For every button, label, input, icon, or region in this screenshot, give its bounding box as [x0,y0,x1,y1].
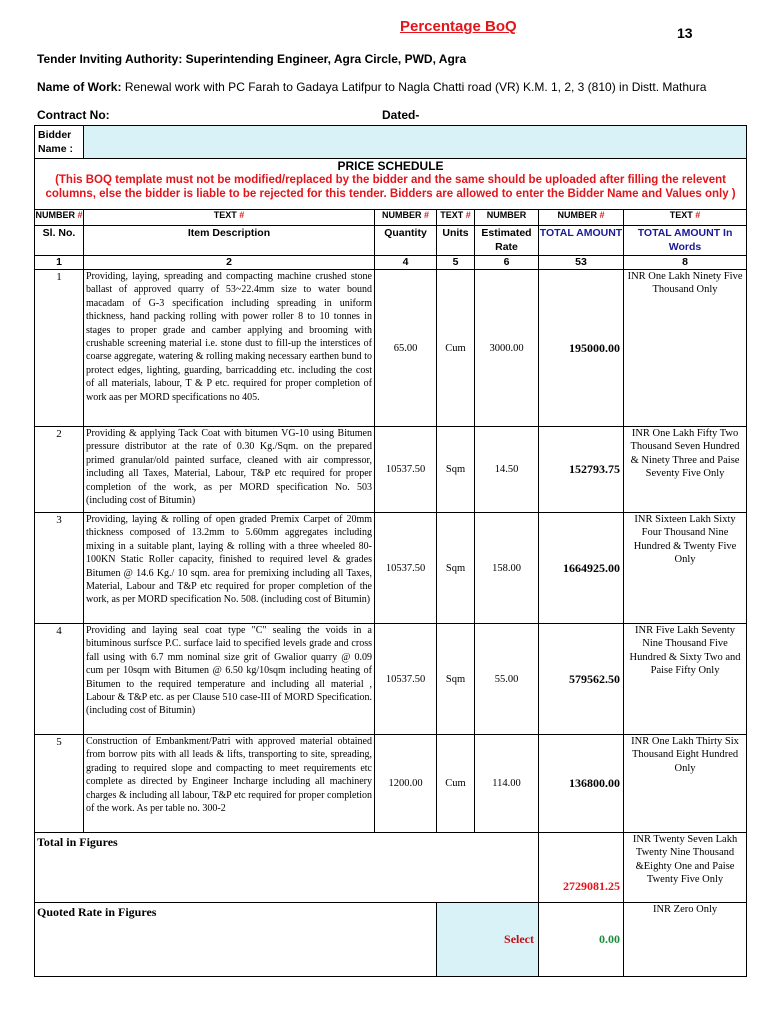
colnum-sl: 1 [35,256,84,270]
col-sl-no: Sl. No. [35,226,84,256]
column-type-row [35,210,747,226]
item-sl: 3 [35,513,84,624]
table-row [35,735,747,833]
colnum-rate: 6 [475,256,539,270]
col-units: Units [437,226,475,256]
colnum-qty: 4 [375,256,437,270]
item-amount-words: INR One Lakh Thirty Six Thousand Eight Hundred Only [624,735,747,833]
page-title: Percentage BoQ [400,18,517,35]
type-sl: NUMBER # [35,210,84,226]
table-row [35,427,747,513]
item-description: Providing, laying & rolling of open graded Premix Carpet of 20mm thickness composed of 13.2mm to 5.60mm aggregates including mixing in a suitable plant, laying & rolling with a three wheeled 80-100KN Static Roller capacity, finished to required level & grades Bitumen @ 14.6 Kg./ 10 sqm. area for premixing including all Taxes, Material, Labour and T&P etc required for proper completion of the work, as per MORD specification No. 508. (including cost of Bitumin) [84,513,375,624]
type-words: TEXT # [624,210,747,226]
col-amount-in-words: TOTAL AMOUNT In Words [624,226,747,256]
item-amount-words: INR One Lakh Ninety Five Thousand Only [624,270,747,427]
col-estimated-rate: Estimated Rate [475,226,539,256]
item-quantity: 10537.50 [375,513,437,624]
col-item-description: Item Description [84,226,375,256]
item-description: Providing & applying Tack Coat with bitumen VG-10 using Bitumen pressure distributor at the rate of 0.30 Kg./Sqm. on the prepared primed granular/old painted surface, cleaned with air compressor, including all Taxes, Material, Labour, T&P etc required for proper completion of the work, as per MORD specification No. 503 (including cost of Bitumin) [84,427,375,513]
item-quantity: 10537.50 [375,624,437,735]
item-sl: 4 [35,624,84,735]
price-schedule-header [35,159,747,210]
quoted-amount-words: INR Zero Only [624,903,747,977]
column-name-row [35,226,747,256]
item-description: Construction of Embankment/Patri with approved material obtained from borrow pits with all leads & lifts, transporting to site, spreading, grading to required slope and compacting to meet requirements etc complete as directed by Engineer Incharge including all machinery charges & including all labour, T&P etc required for proper completion of the work. As per table no. 300-2 [84,735,375,833]
dated-label: Dated- [382,108,420,122]
item-sl: 1 [35,270,84,427]
quoted-amount: 0.00 [539,903,624,977]
colnum-amount: 53 [539,256,624,270]
item-units: Cum [437,270,475,427]
col-total-amount: TOTAL AMOUNT [539,226,624,256]
item-quantity: 10537.50 [375,427,437,513]
name-of-work [37,80,706,94]
item-rate: 14.50 [475,427,539,513]
total-row [35,833,747,903]
tender-authority: Tender Inviting Authority: Superintending Engineer, Agra Circle, PWD, Agra [37,52,467,66]
bidder-name-input[interactable] [84,126,747,159]
total-amount-words: INR Twenty Seven Lakh Twenty Nine Thousand &Eighty One and Paise Twenty Five Only [624,833,747,903]
total-in-figures-label: Total in Figures [35,833,539,903]
item-units: Sqm [437,624,475,735]
type-units: TEXT # [437,210,475,226]
item-rate: 55.00 [475,624,539,735]
col-quantity: Quantity [375,226,437,256]
item-rate: 158.00 [475,513,539,624]
work-label: Name of Work: [37,80,122,94]
table-row [35,624,747,735]
type-qty: NUMBER # [375,210,437,226]
item-quantity: 1200.00 [375,735,437,833]
item-quantity: 65.00 [375,270,437,427]
contract-no-label: Contract No: [37,108,110,122]
item-rate: 114.00 [475,735,539,833]
colnum-words: 8 [624,256,747,270]
page-number: 13 [677,25,693,41]
item-units: Sqm [437,513,475,624]
template-warning-note: (This BOQ template must not be modified/replaced by the bidder and the same should be uploaded after filling the relevent columns, else the bidder is liable to be rejected for this tender. Bidders are allowed to enter the Bidder Name and Values only ) [45,174,736,200]
item-rate: 3000.00 [475,270,539,427]
item-amount: 579562.50 [539,624,624,735]
item-amount: 152793.75 [539,427,624,513]
item-units: Cum [437,735,475,833]
colnum-desc: 2 [84,256,375,270]
item-units: Sqm [437,427,475,513]
quoted-row [35,903,747,977]
item-amount: 136800.00 [539,735,624,833]
item-sl: 5 [35,735,84,833]
item-sl: 2 [35,427,84,513]
boq-table [34,125,747,977]
item-amount: 1664925.00 [539,513,624,624]
item-amount-words: INR Sixteen Lakh Sixty Four Thousand Nine Hundred & Twenty Five Only [624,513,747,624]
bidder-name-label: Bidder Name : [35,126,84,159]
type-rate: NUMBER [475,210,539,226]
item-amount: 195000.00 [539,270,624,427]
column-number-row [35,256,747,270]
item-amount-words: INR One Lakh Fifty Two Thousand Seven Hundred & Ninety Three and Paise Seventy Five Only [624,427,747,513]
type-amount: NUMBER # [539,210,624,226]
item-description: Providing and laying seal coat type "C" sealing the voids in a bituminous surfsce P.C. surface laid to specified levels grade and cross fall using with 6.7 mm nominal size grit of Gwalior quarry @ 0.09 cum per 10sqm with Bitumen @ 6.50 kg/10sqm including heating of Bitumen to the required temperature and including all material , Labour & T&P etc. as per Clause 510 case-III of MORD Specification. (including cost of Bitumin) [84,624,375,735]
table-row [35,513,747,624]
quoted-rate-select[interactable]: Select [437,903,539,977]
item-amount-words: INR Five Lakh Seventy Nine Thousand Five Hundred & Sixty Two and Paise Fifty Only [624,624,747,735]
table-row [35,270,747,427]
colnum-units: 5 [437,256,475,270]
item-description: Providing, laying, spreading and compacting machine crushed stone ballast of approved quarry of 53~22.4mm size to water bound macadam of G-3 specification including spreading in uniform thickness, hand packing rolling with power roller 8 to 10 tonnes in stages to proper grade and camber applying and brooming with crushable screening material i.e. stone dust to fill-up the interstices of coarse aggregate, watering & rolling making necessary earthen bund to protect edges, lighting, guarding, barricadding etc. including the cost of all materials, labour, T & P etc. required for proper completion of work aas per MORD specifications no 405. [84,270,375,427]
type-desc: TEXT # [84,210,375,226]
work-value: Renewal work with PC Farah to Gadaya Latifpur to Nagla Chatti road (VR) K.M. 1, 2, 3 (810) in Distt. Mathura [124,80,707,94]
total-amount: 2729081.25 [539,833,624,903]
quoted-rate-label: Quoted Rate in Figures [35,903,437,977]
price-schedule-title: PRICE SCHEDULE [337,159,444,173]
